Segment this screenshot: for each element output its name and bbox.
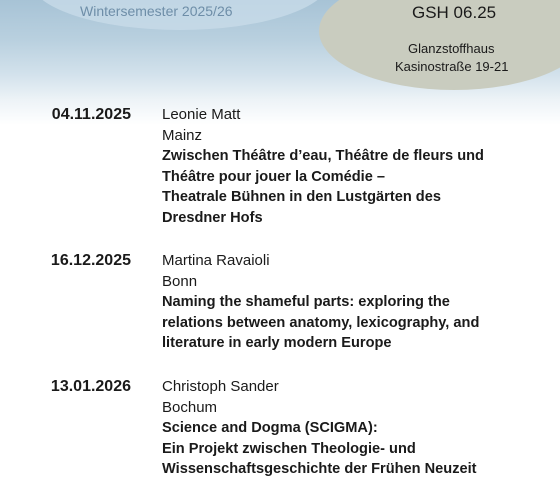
room-number: GSH 06.25 bbox=[412, 3, 497, 22]
talk-title-line: Theatrale Bühnen in den Lustgärten des bbox=[162, 189, 441, 205]
talk-date: 13.01.2026 bbox=[50, 378, 131, 395]
talk-date: 04.11.2025 bbox=[51, 106, 131, 123]
talk-title-line: relations between anatomy, lexicography, and bbox=[162, 314, 480, 331]
talk-title-line: Ein Projekt zwischen Theologie- und bbox=[162, 440, 416, 457]
speaker-name: Leonie Matt bbox=[162, 106, 241, 123]
talk-details bbox=[162, 105, 554, 228]
speaker-city: Bonn bbox=[162, 272, 198, 290]
talk-title-line: Zwischen Théâtre d’eau, Théâtre de fleurs und bbox=[162, 148, 484, 164]
talk-details bbox=[162, 377, 554, 480]
speaker-name: Christoph Sander bbox=[162, 378, 279, 395]
talk-title-line: Théâtre pour jouer la Comédie – bbox=[162, 168, 386, 185]
building-name: Glanzstoffhaus bbox=[408, 41, 495, 56]
talk-title-line: Naming the shameful parts: exploring the bbox=[162, 294, 450, 310]
semester-label: Wintersemester 2025/26 bbox=[80, 3, 233, 19]
speaker-name: Martina Ravaioli bbox=[162, 252, 270, 269]
speaker-city: Bochum bbox=[162, 398, 218, 416]
talk-date: 16.12.2025 bbox=[50, 252, 131, 269]
talk-title-line: Dresdner Hofs bbox=[162, 209, 263, 226]
speaker-city: Mainz bbox=[162, 126, 203, 144]
talk-title-line: Science and Dogma (SCIGMA): bbox=[162, 420, 378, 436]
street-address: Kasinostraße 19-21 bbox=[395, 59, 509, 74]
talk-title-line: literature in early modern Europe bbox=[162, 335, 392, 351]
talk-title-line: Wissenschaftsgeschichte der Frühen Neuzeit bbox=[162, 461, 477, 477]
talk-details bbox=[162, 251, 554, 354]
